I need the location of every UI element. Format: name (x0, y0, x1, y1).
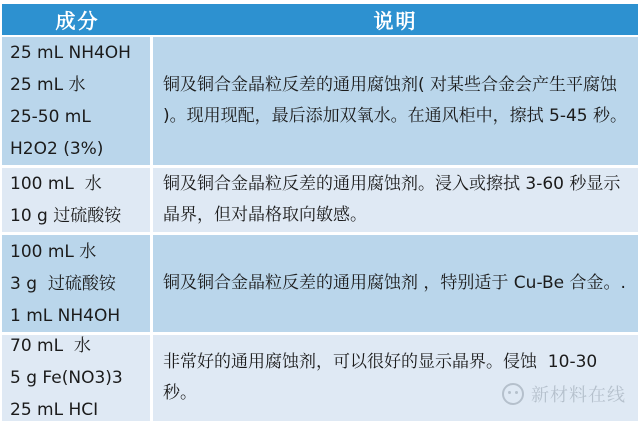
composition-cell (2, 335, 150, 421)
description-cell (153, 235, 638, 332)
description-cell (153, 37, 638, 165)
composition-line: 3 g 过硫酸铵 (10, 273, 116, 294)
composition-line: 100 mL 水 (10, 174, 102, 194)
composition-line: 70 mL 水 (10, 336, 91, 356)
composition-line: 25 mL HCI (10, 400, 99, 420)
composition-line: 1 mL NH4OH (10, 305, 121, 326)
composition-line: 25-50 mL (10, 107, 91, 127)
column-header-composition: 成分 (55, 9, 100, 33)
table-row (2, 37, 638, 165)
watermark (502, 381, 626, 407)
description-cell (153, 335, 638, 421)
description-text: 铜及铜合金晶粒反差的通用腐蚀剂 ，特别适于 Cu-Be 合金。. (163, 273, 626, 293)
composition-line: H2O2 (3%) (10, 139, 104, 159)
wechat-logo-icon (502, 383, 524, 405)
table-header-row (2, 4, 638, 35)
table-row (2, 168, 638, 232)
composition-line: 10 g 过硫酸铵 (10, 206, 122, 226)
composition-cell (2, 37, 150, 165)
composition-cell (2, 235, 150, 332)
description-text: 铜及铜合金晶粒反差的通用腐蚀剂( 对某些合金会产生平腐蚀 )。现用现配，最后添加双氧水。在通风柜中，擦拭 5-45 秒。 (163, 75, 628, 126)
watermark-label: 新材料在线 (531, 385, 626, 406)
table-row (2, 235, 638, 332)
description-text: 铜及铜合金晶粒反差的通用腐蚀剂。浸入或擦拭 3-60 秒显示晶界，但对晶格取向敏感。 (163, 174, 621, 225)
composition-line: 25 mL 水 (10, 75, 86, 95)
composition-cell (2, 168, 150, 232)
composition-line: 25 mL NH4OH (10, 43, 131, 63)
table-row (2, 335, 638, 421)
description-cell (153, 168, 638, 232)
composition-line: 100 mL 水 (10, 241, 97, 262)
composition-line: 5 g Fe(NO3)3 (10, 368, 123, 388)
description-text: 非常好的通用腐蚀剂，可以很好的显示晶界。侵蚀 10-30 秒。 (163, 352, 603, 403)
column-header-description: 说明 (373, 9, 418, 33)
